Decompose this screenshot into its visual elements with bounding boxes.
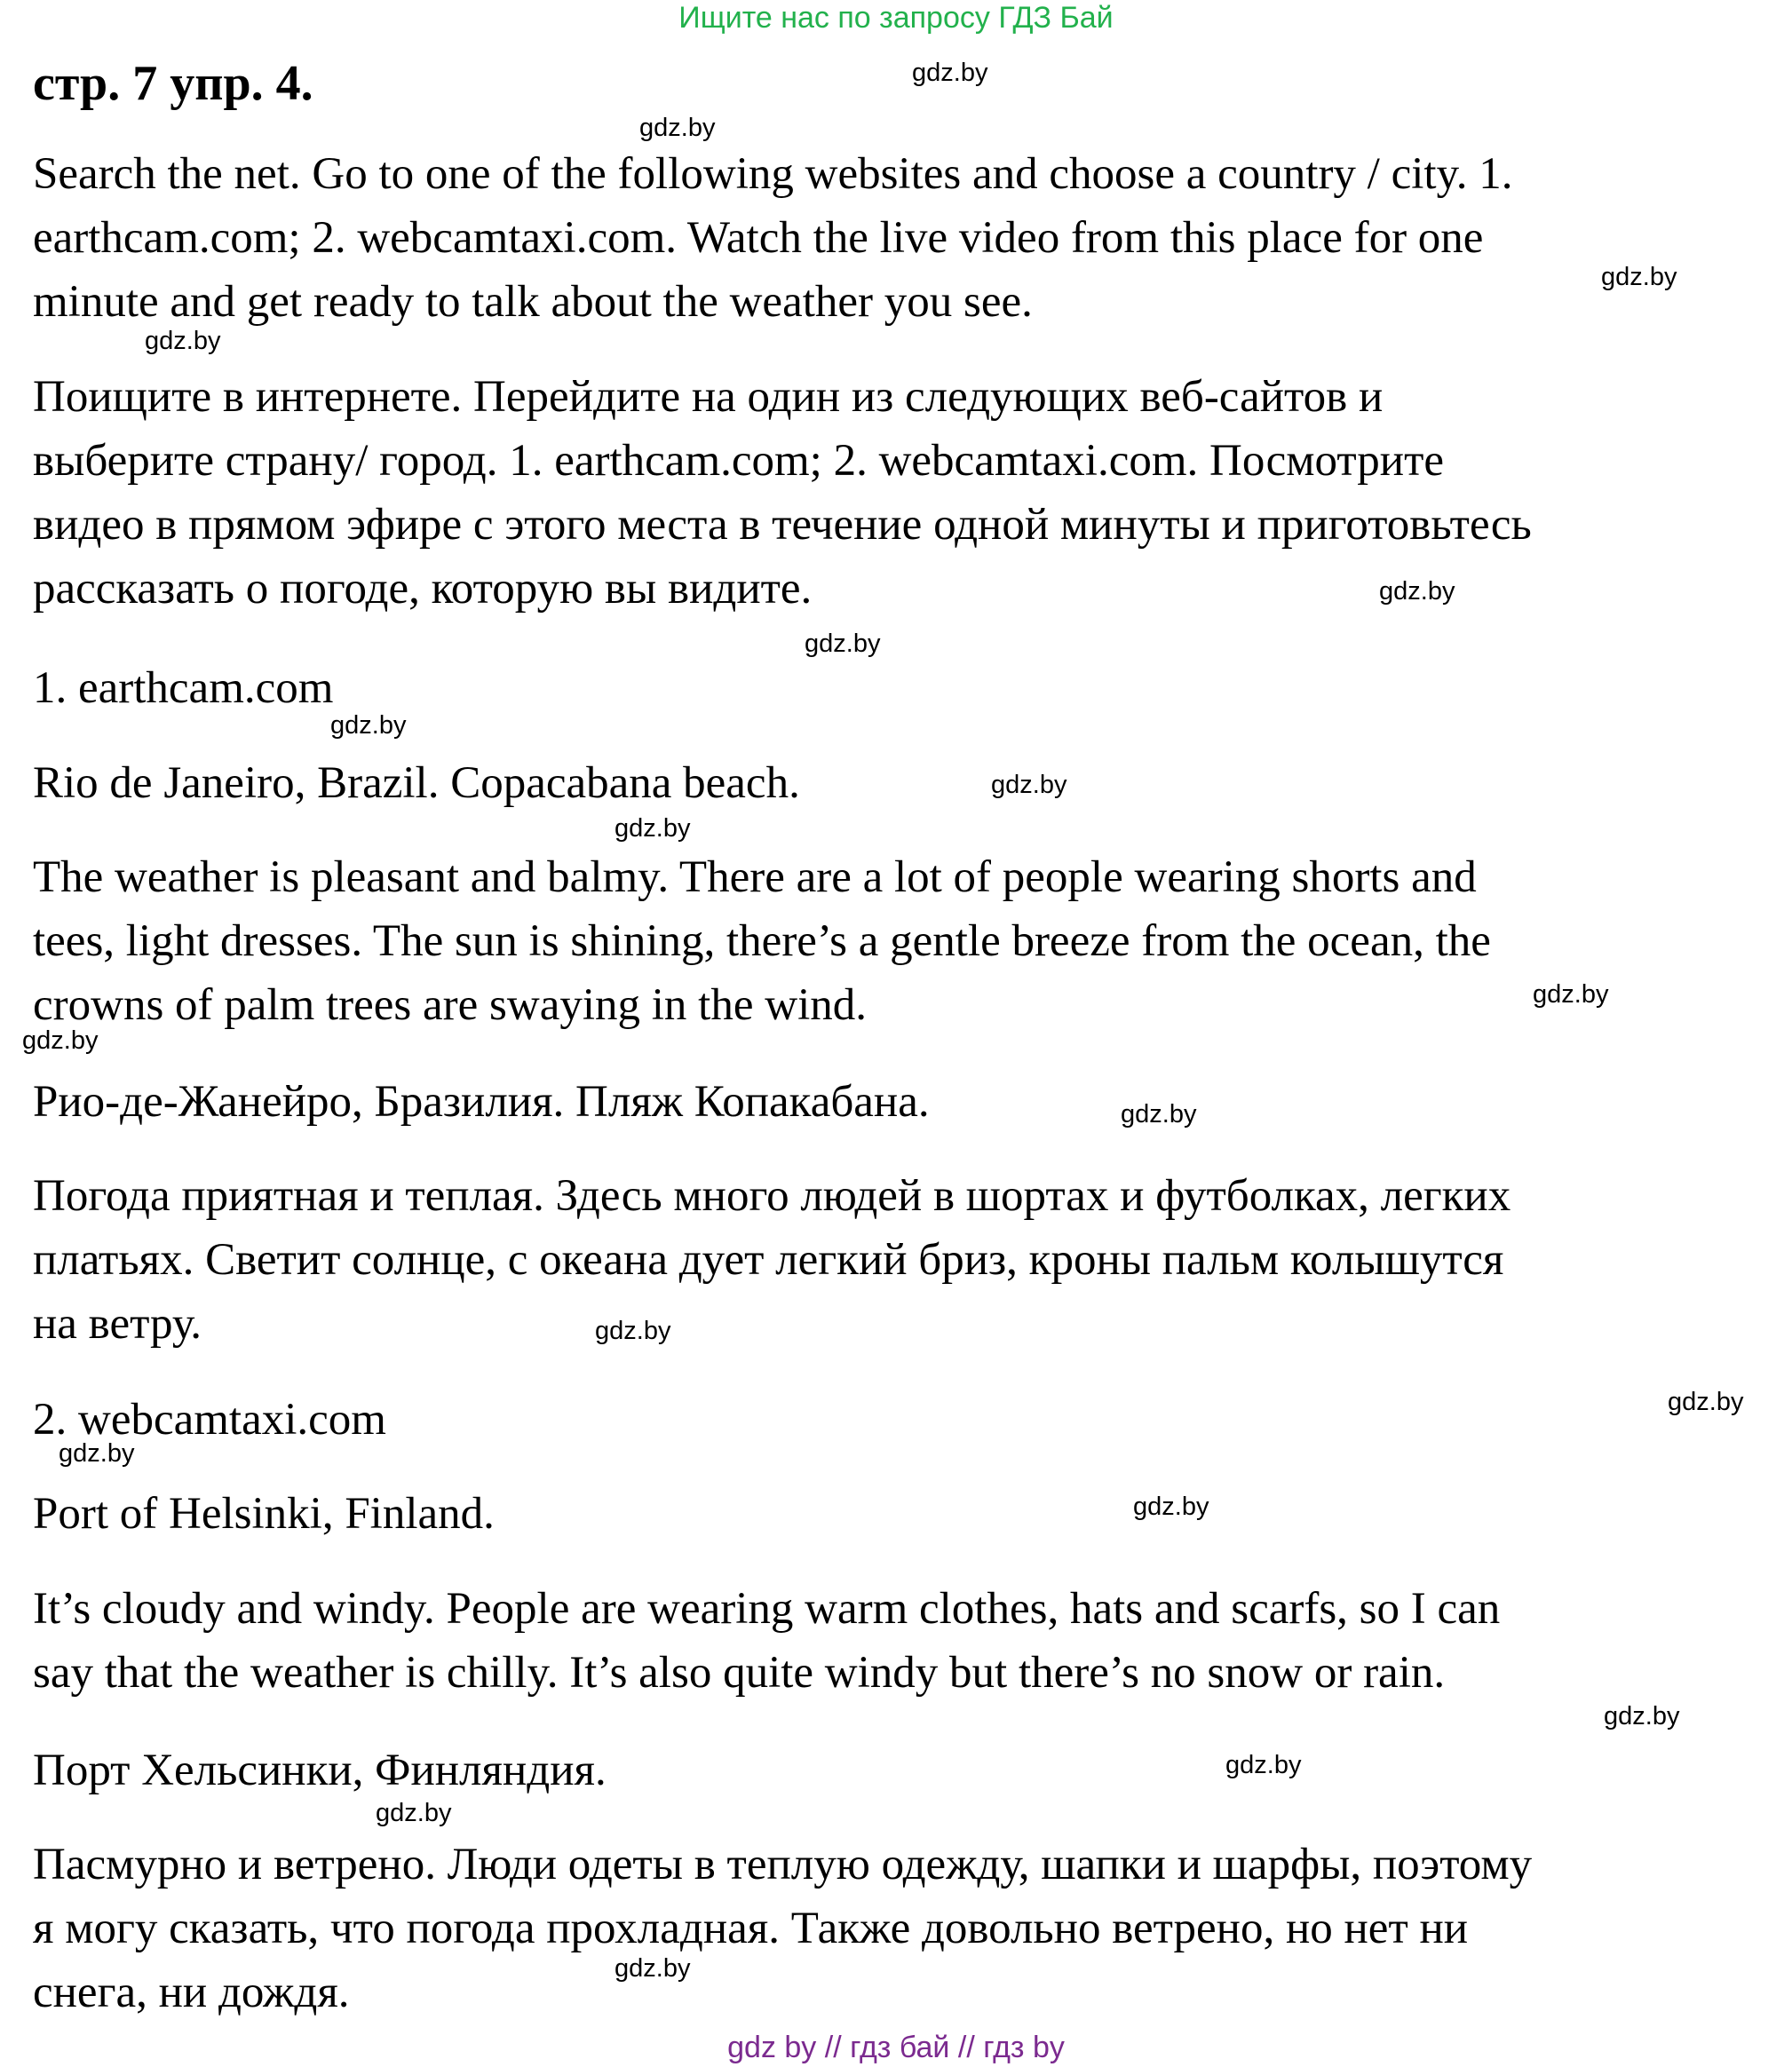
watermark: gdz.by	[22, 1026, 99, 1055]
page-title: стр. 7 упр. 4.	[33, 56, 313, 111]
watermark: gdz.by	[991, 771, 1067, 799]
watermark: gdz.by	[1133, 1493, 1209, 1521]
weather-helsinki-russian: Пасмурно и ветрено. Люди одеты в теплую одежду, шапки и шарфы, поэтому я могу сказать, что погода прохладная. Также довольно ветрено, но нет ни снега, ни дождя.	[33, 1840, 1533, 2017]
task-text-english: Search the net. Go to one of the following websites and choose a country / city. 1. earthcam.com; 2. webcamtaxi.com. Watch the live video from this place for one minute and get ready to talk about the weather you see.	[33, 149, 1513, 327]
watermark: gdz.by	[1601, 263, 1677, 291]
site-heading-earthcam: 1. earthcam.com	[33, 663, 334, 713]
watermark: gdz.by	[615, 1954, 691, 1983]
task-text-russian: Поищите в интернете. Перейдите на один из следующих веб-сайтов и выберите страну/ город. 1. earthcam.com; 2. webcamtaxi.com. Посмотрите видео в прямом эфире с этого места в течение одной минуты и приготовьтесь рассказать о погоде, которую вы видите.	[33, 372, 1532, 614]
watermark: gdz.by	[1668, 1388, 1744, 1416]
watermark: gdz.by	[805, 630, 881, 658]
watermark: gdz.by	[1225, 1751, 1302, 1779]
location-helsinki-russian: Порт Хельсинки, Финляндия.	[33, 1746, 607, 1795]
watermark: gdz.by	[376, 1799, 452, 1827]
watermark: gdz.by	[912, 59, 988, 87]
watermark: gdz.by	[1379, 577, 1455, 606]
watermark: gdz.by	[330, 711, 407, 740]
weather-rio-english: The weather is pleasant and balmy. There are a lot of people wearing shorts and tees, light dresses. The sun is shining, there’s a gentle breeze from the ocean, the crowns of palm trees are swaying in the wind.	[33, 852, 1491, 1030]
location-rio-russian: Рио-де-Жанейро, Бразилия. Пляж Копакабана.	[33, 1077, 930, 1127]
watermark: gdz.by	[615, 814, 691, 843]
footer-links: gdz by // гдз бай // гдз by	[727, 2031, 1065, 2064]
watermark: gdz.by	[1604, 1702, 1680, 1730]
watermark: gdz.by	[59, 1439, 135, 1468]
watermark: gdz.by	[1121, 1100, 1197, 1129]
watermark: gdz.by	[1533, 980, 1609, 1009]
watermark: gdz.by	[639, 114, 716, 142]
search-banner: Ищите нас по запросу ГДЗ Бай	[678, 1, 1114, 35]
watermark: gdz.by	[145, 327, 221, 355]
weather-rio-russian: Погода приятная и теплая. Здесь много людей в шортах и футболках, легких платьях. Светит солнце, с океана дует легкий бриз, кроны пальм колышутся на ветру.	[33, 1171, 1511, 1349]
site-heading-webcamtaxi: 2. webcamtaxi.com	[33, 1395, 386, 1445]
watermark: gdz.by	[595, 1317, 671, 1345]
location-rio: Rio de Janeiro, Brazil. Copacabana beach.	[33, 758, 800, 808]
weather-helsinki-english: It’s cloudy and windy. People are wearing warm clothes, hats and scarfs, so I can say that the weather is chilly. It’s also quite windy but there’s no snow or rain.	[33, 1584, 1501, 1698]
location-helsinki: Port of Helsinki, Finland.	[33, 1489, 495, 1539]
